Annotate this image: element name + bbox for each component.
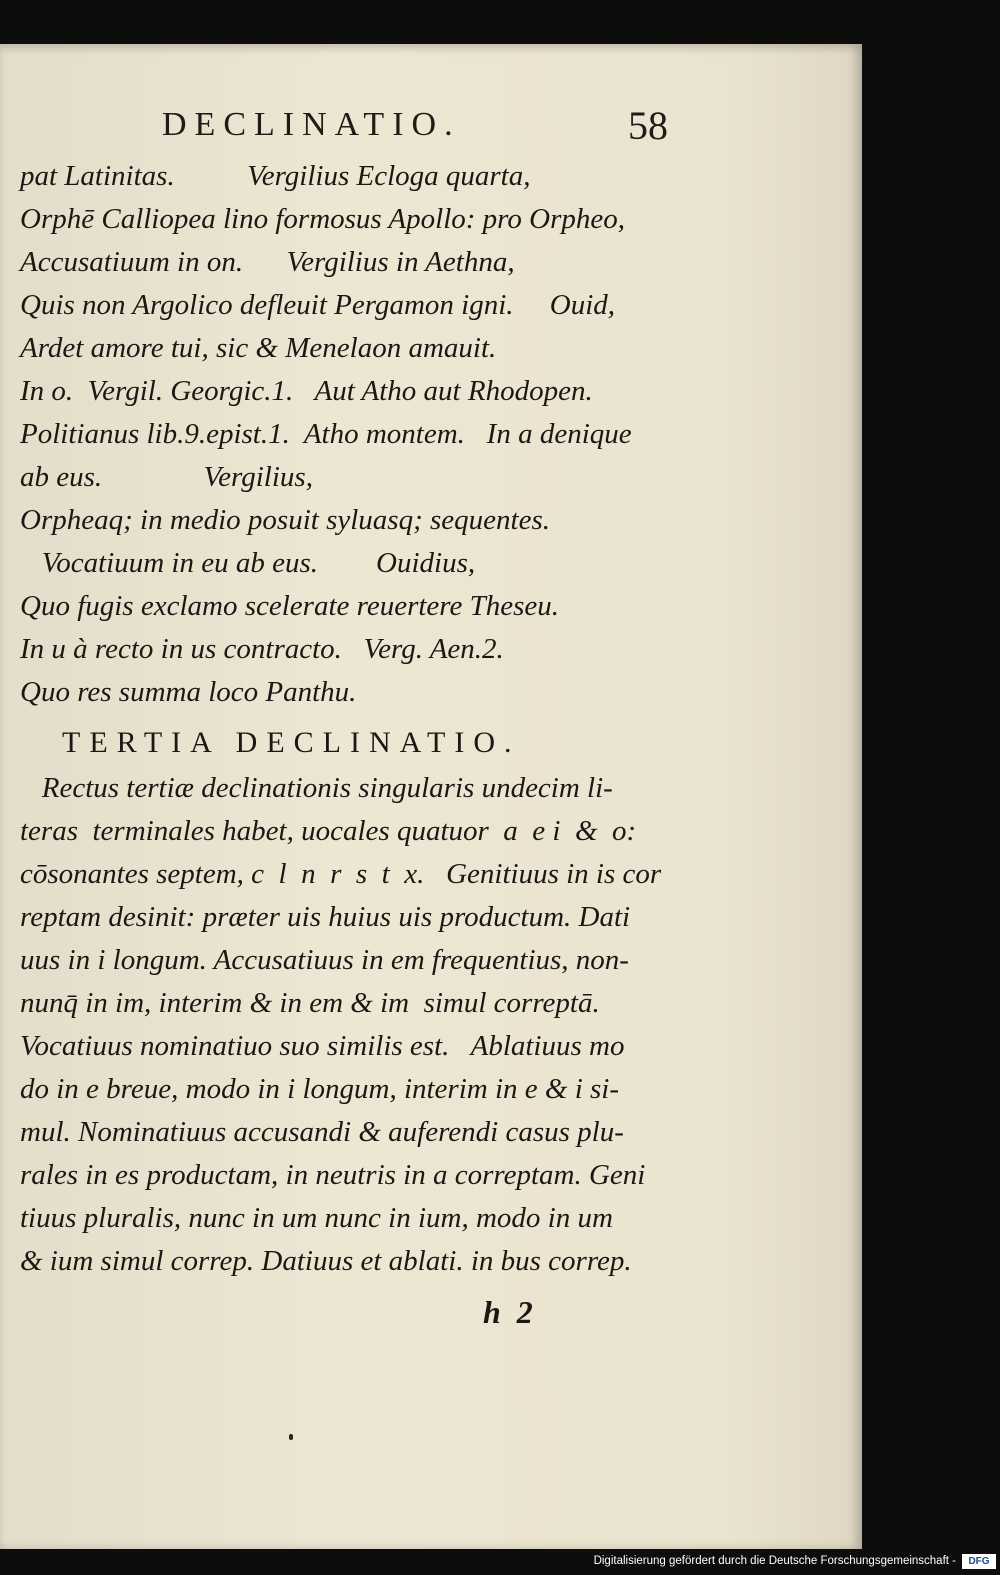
body-line: rales in es productam, in neutris in a correptam. Geni: [20, 1159, 646, 1191]
body-line: Rectus tertiæ declinationis singularis undecim li-: [20, 772, 613, 804]
text-line: Orphē Calliopea lino formosus Apollo: pro Orpheo,: [20, 203, 625, 235]
text-line: Quis non Argolico defleuit Pergamon igni. Ouid,: [20, 289, 615, 321]
section-heading: TERTIA DECLINATIO.: [62, 726, 521, 759]
book-page: [0, 44, 862, 1549]
text-line: Politianus lib.9.epist.1. Atho montem. In a denique: [20, 418, 632, 450]
page-number: 58: [628, 103, 668, 148]
body-line: uus in i longum. Accusatiuus in em frequentius, non-: [20, 944, 629, 976]
dfg-logo: DFG: [962, 1554, 996, 1569]
text-line: pat Latinitas. Vergilius Ecloga quarta,: [20, 160, 531, 192]
signature-mark: h 2: [483, 1294, 533, 1330]
body-line: tiuus pluralis, nunc in um nunc in ium, modo in um: [20, 1202, 613, 1234]
text-line: In u à recto in us contracto. Verg. Aen.2.: [20, 633, 504, 665]
text-line: In o. Vergil. Georgic.1. Aut Atho aut Rhodopen.: [20, 375, 593, 407]
text-line: Quo res summa loco Panthu.: [20, 676, 357, 708]
body-line: do in e breue, modo in i longum, interim in e & i si-: [20, 1073, 620, 1105]
text-line: Ardet amore tui, sic & Menelaon amauit.: [20, 332, 497, 364]
text-line: Orpheaq; in medio posuit syluasq; sequentes.: [20, 504, 550, 536]
body-line: Vocatiuus nominatiuo suo similis est. Ablatiuus mo: [20, 1030, 625, 1062]
body-line: & ium simul correp. Datiuus et ablati. in bus correp.: [20, 1245, 632, 1277]
body-line: nunq̄ in im, interim & in em & im simul correptā.: [20, 987, 600, 1019]
footer-bar: [0, 1549, 1000, 1575]
body-line: cōsonantes septem, c l n r s t x. Genitiuus in is cor: [20, 858, 662, 890]
body-line: mul. Nominatiuus accusandi & auferendi casus plu-: [20, 1116, 624, 1148]
body-line: reptam desinit: præter uis huius uis productum. Dati: [20, 901, 631, 933]
running-head: [0, 103, 862, 156]
text-line: Vocatiuum in eu ab eus. Ouidius,: [20, 547, 476, 579]
body-line: teras terminales habet, uocales quatuor a e i & o:: [20, 815, 637, 847]
text-line: Accusatiuum in on. Vergilius in Aethna,: [20, 246, 515, 278]
text-line: Quo fugis exclamo scelerate reuertere Theseu.: [20, 590, 560, 622]
text-line: ab eus. Vergilius,: [20, 461, 313, 493]
running-head-title: DECLINATIO.: [162, 106, 461, 143]
ink-speck: [289, 1434, 293, 1440]
footer-credit: Digitalisierung gefördert durch die Deutsche Forschungsgemeinschaft -: [593, 1555, 956, 1567]
